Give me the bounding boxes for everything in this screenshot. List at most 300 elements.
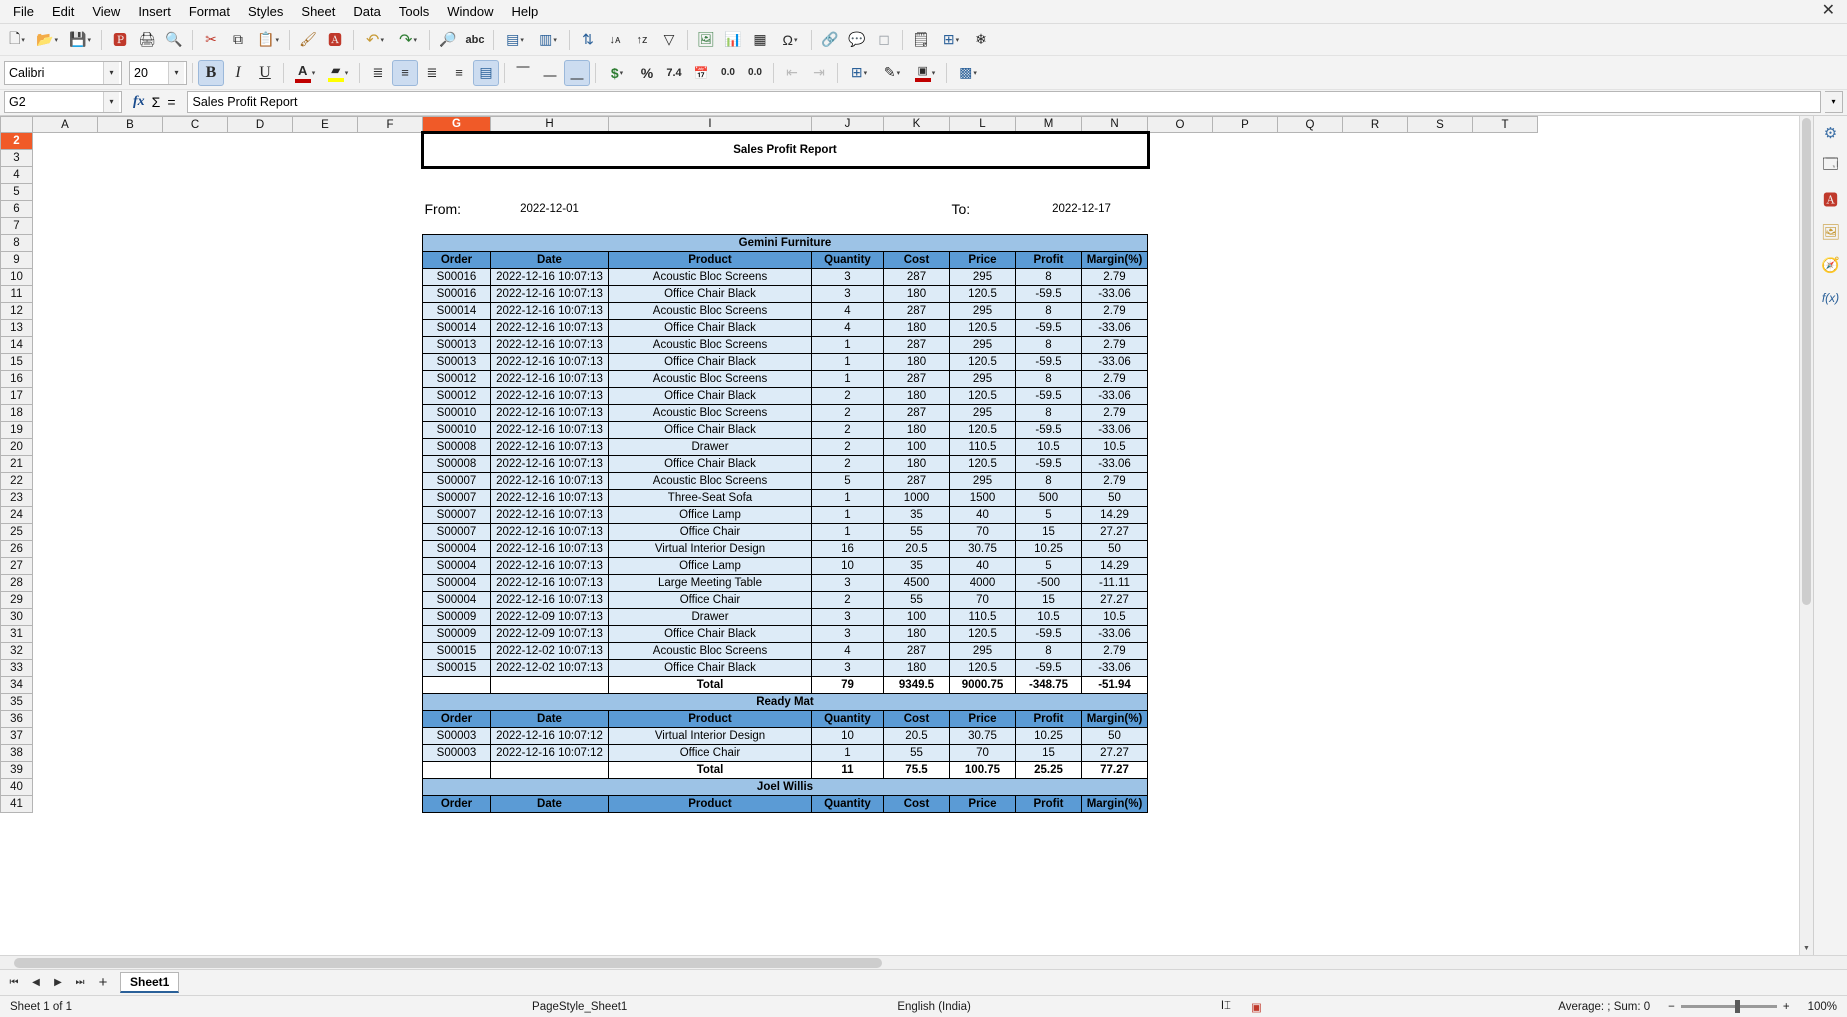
table-cell[interactable]: Three-Seat Sofa	[609, 490, 812, 507]
column-header-Q[interactable]: Q	[1278, 117, 1343, 133]
table-cell[interactable]: 55	[884, 592, 950, 609]
row-header-31[interactable]: 31	[1, 626, 33, 643]
table-cell[interactable]: 1	[812, 524, 884, 541]
column-header-M[interactable]: M	[1016, 117, 1082, 133]
column-title-quantity[interactable]: Quantity	[812, 252, 884, 269]
copy-icon[interactable]: ⧉	[233, 31, 243, 47]
table-cell[interactable]: S00009	[423, 626, 491, 643]
horizontal-scrollbar[interactable]	[0, 956, 1847, 970]
table-cell[interactable]: 2022-12-16 10:07:13	[491, 524, 609, 541]
to-value[interactable]: 2022-12-17	[1052, 203, 1111, 215]
increase-indent-button[interactable]: ⇥	[813, 64, 825, 80]
table-cell[interactable]: -33.06	[1082, 388, 1148, 405]
define-print-area-icon[interactable]: ⊞ ▾	[942, 31, 960, 47]
column-title-cost[interactable]: Cost	[884, 796, 950, 813]
table-cell[interactable]: Drawer	[609, 609, 812, 626]
column-title-margin[interactable]: Margin(%)	[1082, 252, 1148, 269]
table-cell[interactable]: 120.5	[950, 286, 1016, 303]
table-cell[interactable]: 180	[884, 660, 950, 677]
menu-insert[interactable]: Insert	[138, 3, 171, 19]
column-header-L[interactable]: L	[950, 117, 1016, 133]
column-header-J[interactable]: J	[812, 117, 884, 133]
row-header-11[interactable]: 11	[1, 286, 33, 303]
table-cell[interactable]: 120.5	[950, 320, 1016, 337]
table-cell[interactable]: 55	[884, 745, 950, 762]
table-cell[interactable]: -59.5	[1016, 660, 1082, 677]
table-cell[interactable]: 70	[950, 745, 1016, 762]
row-header-17[interactable]: 17	[1, 388, 33, 405]
report-title[interactable]: Sales Profit Report	[423, 133, 1148, 167]
table-cell[interactable]: 180	[884, 286, 950, 303]
row-header-5[interactable]: 5	[1, 184, 33, 201]
table-cell[interactable]: 287	[884, 269, 950, 286]
table-cell[interactable]: 2	[812, 405, 884, 422]
table-cell[interactable]: 1000	[884, 490, 950, 507]
add-decimal-place-button[interactable]: 0.0	[721, 67, 735, 78]
table-cell[interactable]: -33.06	[1082, 286, 1148, 303]
row-header-19[interactable]: 19	[1, 422, 33, 439]
table-cell[interactable]: 2022-12-16 10:07:13	[491, 354, 609, 371]
bold-button[interactable]: B	[198, 60, 224, 86]
table-cell[interactable]: S00003	[423, 745, 491, 762]
table-cell[interactable]: Office Chair	[609, 592, 812, 609]
last-sheet-icon[interactable]: ⏭	[75, 977, 85, 988]
total-value[interactable]: 100.75	[950, 762, 1016, 779]
column-title-order[interactable]: Order	[423, 252, 491, 269]
row-header-36[interactable]: 36	[1, 711, 33, 728]
table-cell[interactable]: 4	[812, 320, 884, 337]
table-cell[interactable]: S00013	[423, 354, 491, 371]
row-header-3[interactable]: 3	[1, 150, 33, 167]
table-cell[interactable]: 1	[812, 745, 884, 762]
table-cell[interactable]: 2022-12-02 10:07:13	[491, 643, 609, 660]
row-header-40[interactable]: 40	[1, 779, 33, 796]
table-cell[interactable]: 3	[812, 286, 884, 303]
underline-button[interactable]: U	[259, 63, 271, 81]
table-cell[interactable]: -59.5	[1016, 354, 1082, 371]
table-cell[interactable]: 120.5	[950, 354, 1016, 371]
table-cell[interactable]: 2.79	[1082, 405, 1148, 422]
column-title-cost[interactable]: Cost	[884, 711, 950, 728]
find-replace-icon[interactable]: 🔎	[439, 31, 457, 47]
table-cell[interactable]: 14.29	[1082, 558, 1148, 575]
column-header-B[interactable]: B	[98, 117, 163, 133]
row-header-24[interactable]: 24	[1, 507, 33, 524]
table-cell[interactable]: Drawer	[609, 439, 812, 456]
function-wizard-icon[interactable]: fx	[133, 93, 145, 109]
table-cell[interactable]: Office Lamp	[609, 558, 812, 575]
table-cell[interactable]: 10.25	[1016, 728, 1082, 745]
table-cell[interactable]: -59.5	[1016, 320, 1082, 337]
column-title-price[interactable]: Price	[950, 252, 1016, 269]
redo-icon[interactable]: ↷ ▾	[399, 31, 417, 49]
table-cell[interactable]: 120.5	[950, 456, 1016, 473]
table-cell[interactable]: S00015	[423, 660, 491, 677]
table-cell[interactable]: Office Chair	[609, 745, 812, 762]
border-style-button[interactable]: ✎ ▾	[883, 64, 901, 80]
total-value[interactable]: 75.5	[884, 762, 950, 779]
table-cell[interactable]: Office Chair Black	[609, 320, 812, 337]
table-cell[interactable]: 4	[812, 643, 884, 660]
column-title-product[interactable]: Product	[609, 252, 812, 269]
table-cell[interactable]: 2.79	[1082, 303, 1148, 320]
table-cell[interactable]: 27.27	[1082, 745, 1148, 762]
table-cell[interactable]: 15	[1016, 745, 1082, 762]
menu-sheet[interactable]: Sheet	[301, 3, 336, 19]
table-cell[interactable]: 295	[950, 371, 1016, 388]
table-cell[interactable]: 287	[884, 405, 950, 422]
table-cell[interactable]: 8	[1016, 371, 1082, 388]
table-cell[interactable]: S00007	[423, 490, 491, 507]
column-header-C[interactable]: C	[163, 117, 228, 133]
column-header-E[interactable]: E	[293, 117, 358, 133]
table-cell[interactable]: 10.5	[1082, 609, 1148, 626]
table-cell[interactable]: Virtual Interior Design	[609, 541, 812, 558]
row-header-8[interactable]: 8	[1, 235, 33, 252]
table-cell[interactable]: 55	[884, 524, 950, 541]
total-value[interactable]: -51.94	[1082, 677, 1148, 694]
column-header-T[interactable]: T	[1473, 117, 1538, 133]
italic-button[interactable]: I	[235, 63, 241, 81]
total-value[interactable]: 9349.5	[884, 677, 950, 694]
select-all-corner[interactable]	[1, 117, 33, 133]
table-cell[interactable]: S00016	[423, 269, 491, 286]
menu-tools[interactable]: Tools	[398, 3, 430, 19]
column-header-P[interactable]: P	[1213, 117, 1278, 133]
table-cell[interactable]: 287	[884, 337, 950, 354]
table-cell[interactable]: 2022-12-16 10:07:13	[491, 286, 609, 303]
sidebar-gallery-icon[interactable]: 🖼	[1820, 224, 1841, 241]
row-header-22[interactable]: 22	[1, 473, 33, 490]
table-cell[interactable]: 8	[1016, 303, 1082, 320]
table-cell[interactable]: -59.5	[1016, 388, 1082, 405]
border-color-button[interactable]: ▣ ▾	[909, 60, 941, 86]
table-cell[interactable]: 4	[812, 303, 884, 320]
table-cell[interactable]: 2	[812, 422, 884, 439]
table-cell[interactable]: 2	[812, 592, 884, 609]
format-as-percent-button[interactable]: %	[640, 64, 654, 81]
table-cell[interactable]: S00016	[423, 286, 491, 303]
table-cell[interactable]: 8	[1016, 405, 1082, 422]
format-as-date-button[interactable]: 📅	[693, 65, 709, 80]
table-cell[interactable]: 40	[950, 507, 1016, 524]
borders-button[interactable]: ⊞ ▾	[850, 64, 868, 80]
sort-ascending-icon[interactable]: ⇅	[582, 31, 594, 47]
clear-formatting-icon[interactable]: 🅰	[328, 31, 342, 48]
table-cell[interactable]: 10.5	[1082, 439, 1148, 456]
table-cell[interactable]: 287	[884, 643, 950, 660]
table-cell[interactable]: -59.5	[1016, 626, 1082, 643]
row-header-29[interactable]: 29	[1, 592, 33, 609]
spreadsheet-grid[interactable]	[0, 116, 1799, 955]
delete-decimal-place-button[interactable]: 0.0	[748, 67, 762, 78]
row-header-14[interactable]: 14	[1, 337, 33, 354]
total-value[interactable]: -348.75	[1016, 677, 1082, 694]
row-header-25[interactable]: 25	[1, 524, 33, 541]
table-cell[interactable]: 295	[950, 473, 1016, 490]
table-cell[interactable]: 2	[812, 456, 884, 473]
row-header-30[interactable]: 30	[1, 609, 33, 626]
row-header-41[interactable]: 41	[1, 796, 33, 813]
row-header-20[interactable]: 20	[1, 439, 33, 456]
column-title-margin[interactable]: Margin(%)	[1082, 711, 1148, 728]
table-cell[interactable]: 2022-12-16 10:07:13	[491, 558, 609, 575]
column-header-H[interactable]: H	[491, 117, 609, 133]
column-header-O[interactable]: O	[1148, 117, 1213, 133]
new-document-icon[interactable]: 🗋 ▾	[9, 29, 25, 46]
column-title-order[interactable]: Order	[423, 796, 491, 813]
table-cell[interactable]: 27.27	[1082, 524, 1148, 541]
name-box[interactable]	[4, 91, 122, 113]
table-cell[interactable]: 3	[812, 660, 884, 677]
table-cell[interactable]: 35	[884, 558, 950, 575]
total-value[interactable]: 9000.75	[950, 677, 1016, 694]
table-cell[interactable]: 2022-12-16 10:07:13	[491, 439, 609, 456]
table-cell[interactable]: 180	[884, 422, 950, 439]
align-justified-button[interactable]: ≡	[455, 65, 463, 80]
table-cell[interactable]: -500	[1016, 575, 1082, 592]
table-cell[interactable]: S00010	[423, 422, 491, 439]
table-cell[interactable]: 1	[812, 507, 884, 524]
column-title-product[interactable]: Product	[609, 796, 812, 813]
table-cell[interactable]: Office Chair Black	[609, 354, 812, 371]
table-cell[interactable]: 5	[1016, 558, 1082, 575]
column-title-profit[interactable]: Profit	[1016, 711, 1082, 728]
row-header-34[interactable]: 34	[1, 677, 33, 694]
row-header-6[interactable]: 6	[1, 201, 33, 218]
align-right-button[interactable]: ≣	[426, 64, 438, 80]
table-cell[interactable]: 50	[1082, 728, 1148, 745]
table-cell[interactable]: 15	[1016, 592, 1082, 609]
table-cell[interactable]: Virtual Interior Design	[609, 728, 812, 745]
table-cell[interactable]: 2.79	[1082, 337, 1148, 354]
section-name[interactable]: Ready Mat	[423, 694, 1148, 711]
table-cell[interactable]: 2.79	[1082, 269, 1148, 286]
font-color-button[interactable]: A ▾	[289, 60, 321, 86]
section-name[interactable]: Joel Willis	[423, 779, 1148, 796]
zoom-knob[interactable]	[1735, 1000, 1740, 1013]
table-cell[interactable]: 3	[812, 626, 884, 643]
table-cell[interactable]: 295	[950, 643, 1016, 660]
insert-chart-icon[interactable]: 📊	[724, 31, 742, 47]
table-cell[interactable]: 27.27	[1082, 592, 1148, 609]
table-cell[interactable]: S00004	[423, 541, 491, 558]
table-cell[interactable]: 110.5	[950, 609, 1016, 626]
row-header-27[interactable]: 27	[1, 558, 33, 575]
row-header-38[interactable]: 38	[1, 745, 33, 762]
table-cell[interactable]: 180	[884, 626, 950, 643]
clone-formatting-icon[interactable]: 🖌	[299, 31, 317, 47]
column-title-cost[interactable]: Cost	[884, 252, 950, 269]
column-header-I[interactable]: I	[609, 117, 812, 133]
table-cell[interactable]: 2022-12-16 10:07:13	[491, 575, 609, 592]
table-cell[interactable]: 500	[1016, 490, 1082, 507]
center-vertically-button[interactable]: ⎼	[543, 64, 557, 80]
decrease-indent-button[interactable]: ⇤	[786, 64, 798, 80]
table-cell[interactable]: 8	[1016, 473, 1082, 490]
conditional-formatting-button[interactable]: ▩ ▾	[959, 64, 977, 80]
align-center-button[interactable]: ≡	[392, 60, 418, 86]
table-cell[interactable]: Acoustic Bloc Screens	[609, 371, 812, 388]
table-cell[interactable]: 8	[1016, 269, 1082, 286]
row-header-39[interactable]: 39	[1, 762, 33, 779]
previous-sheet-icon[interactable]: ◀	[32, 977, 40, 988]
table-cell[interactable]: -59.5	[1016, 422, 1082, 439]
row-header-9[interactable]: 9	[1, 252, 33, 269]
table-cell[interactable]: -11.11	[1082, 575, 1148, 592]
table-cell[interactable]: 5	[812, 473, 884, 490]
table-cell[interactable]: S00012	[423, 388, 491, 405]
insert-image-icon[interactable]: 🖼	[697, 31, 715, 47]
add-sheet-icon[interactable]: +	[98, 974, 108, 991]
sum-icon[interactable]: Σ	[151, 93, 161, 110]
column-title-profit[interactable]: Profit	[1016, 252, 1082, 269]
row-header-33[interactable]: 33	[1, 660, 33, 677]
row-header-7[interactable]: 7	[1, 218, 33, 235]
table-cell[interactable]: 8	[1016, 643, 1082, 660]
table-cell[interactable]: 2022-12-16 10:07:12	[491, 745, 609, 762]
from-label[interactable]: From:	[424, 201, 462, 217]
export-pdf-icon[interactable]: 🅿	[113, 31, 127, 48]
table-cell[interactable]: -33.06	[1082, 320, 1148, 337]
table-cell[interactable]: 2022-12-16 10:07:13	[491, 269, 609, 286]
table-cell[interactable]: Office Chair Black	[609, 388, 812, 405]
column-header-K[interactable]: K	[884, 117, 950, 133]
table-cell[interactable]: 180	[884, 456, 950, 473]
total-value[interactable]: 11	[812, 762, 884, 779]
column-icon[interactable]: ▥ ▾	[539, 31, 557, 47]
expand-formula-bar-icon[interactable]: ▾	[1825, 91, 1843, 113]
row-header-32[interactable]: 32	[1, 643, 33, 660]
table-cell[interactable]: 180	[884, 320, 950, 337]
table-cell[interactable]: -33.06	[1082, 456, 1148, 473]
column-title-order[interactable]: Order	[423, 711, 491, 728]
column-header-F[interactable]: F	[358, 117, 423, 133]
table-cell[interactable]: 2022-12-16 10:07:13	[491, 473, 609, 490]
sidebar-settings-icon[interactable]: ⚙	[1823, 125, 1838, 142]
special-character-icon[interactable]: Ω ▾	[782, 31, 798, 48]
table-cell[interactable]: 3	[812, 575, 884, 592]
cut-icon[interactable]: ✂	[205, 31, 217, 47]
total-value[interactable]: 79	[812, 677, 884, 694]
print-icon[interactable]: 🖨	[138, 31, 156, 47]
column-title-quantity[interactable]: Quantity	[812, 711, 884, 728]
table-cell[interactable]: 2022-12-16 10:07:12	[491, 728, 609, 745]
table-cell[interactable]: S00010	[423, 405, 491, 422]
table-cell[interactable]: 1	[812, 354, 884, 371]
zoom-slider[interactable]	[1660, 1001, 1797, 1013]
open-document-icon[interactable]: 📂 ▾	[36, 31, 58, 47]
insert-comment-icon[interactable]: 💬	[848, 31, 866, 47]
table-cell[interactable]: 35	[884, 507, 950, 524]
table-cell[interactable]: Office Chair Black	[609, 456, 812, 473]
row-header-18[interactable]: 18	[1, 405, 33, 422]
table-cell[interactable]: Acoustic Bloc Screens	[609, 303, 812, 320]
table-cell[interactable]: -59.5	[1016, 456, 1082, 473]
table-cell[interactable]: S00009	[423, 609, 491, 626]
align-top-button[interactable]: ⎺	[516, 64, 530, 80]
row-icon[interactable]: ▤ ▾	[506, 31, 524, 47]
table-cell[interactable]: S00007	[423, 524, 491, 541]
table-cell[interactable]: Office Chair Black	[609, 660, 812, 677]
pivot-table-icon[interactable]: ▦	[753, 31, 767, 47]
table-cell[interactable]: Office Chair Black	[609, 422, 812, 439]
menu-edit[interactable]: Edit	[51, 3, 75, 19]
table-cell[interactable]: S00015	[423, 643, 491, 660]
column-title-date[interactable]: Date	[491, 252, 609, 269]
table-cell[interactable]: S00008	[423, 456, 491, 473]
table-cell[interactable]: 287	[884, 371, 950, 388]
table-cell[interactable]: 2022-12-09 10:07:13	[491, 609, 609, 626]
insert-mode-status[interactable]: I⌶	[1220, 1000, 1231, 1012]
table-cell[interactable]: Acoustic Bloc Screens	[609, 405, 812, 422]
autofilter-icon[interactable]: ▽	[663, 31, 675, 47]
table-cell[interactable]: 4000	[950, 575, 1016, 592]
menu-window[interactable]: Window	[447, 3, 494, 19]
table-cell[interactable]: -33.06	[1082, 354, 1148, 371]
column-header-S[interactable]: S	[1408, 117, 1473, 133]
table-cell[interactable]: Acoustic Bloc Screens	[609, 643, 812, 660]
horizontal-scroll-thumb[interactable]	[14, 958, 882, 968]
name-box-chevron-down-icon[interactable]: ▾	[103, 92, 119, 112]
table-cell[interactable]: 295	[950, 405, 1016, 422]
table-cell[interactable]: 14.29	[1082, 507, 1148, 524]
formula-icon[interactable]: =	[167, 93, 176, 110]
column-header-G[interactable]: G	[423, 117, 491, 133]
table-cell[interactable]: 2022-12-16 10:07:13	[491, 541, 609, 558]
table-cell[interactable]: 40	[950, 558, 1016, 575]
table-cell[interactable]: S00014	[423, 303, 491, 320]
table-cell[interactable]: 1	[812, 490, 884, 507]
table-cell[interactable]: 120.5	[950, 660, 1016, 677]
sidebar-styles-icon[interactable]: 🅰	[1822, 191, 1838, 209]
table-cell[interactable]: 50	[1082, 541, 1148, 558]
table-cell[interactable]: 100	[884, 609, 950, 626]
table-cell[interactable]: 2	[812, 388, 884, 405]
table-cell[interactable]: 2022-12-09 10:07:13	[491, 626, 609, 643]
table-cell[interactable]: -33.06	[1082, 626, 1148, 643]
merge-cells-button[interactable]: ▤	[473, 60, 499, 86]
table-cell[interactable]: S00013	[423, 337, 491, 354]
table-cell[interactable]: 10.5	[1016, 439, 1082, 456]
table-cell[interactable]: 2022-12-16 10:07:13	[491, 507, 609, 524]
table-cell[interactable]: 295	[950, 303, 1016, 320]
save-document-icon[interactable]: 💾 ▾	[69, 31, 91, 47]
sidebar-properties-icon[interactable]: 🗔	[1822, 155, 1839, 173]
vertical-scroll-thumb[interactable]	[1802, 118, 1811, 605]
column-title-product[interactable]: Product	[609, 711, 812, 728]
table-cell[interactable]: Office Chair	[609, 524, 812, 541]
formula-input-line[interactable]: Sales Profit Report	[187, 91, 1821, 113]
freeze-rows-columns-icon[interactable]: ❄	[975, 31, 987, 47]
row-header-35[interactable]: 35	[1, 694, 33, 711]
table-cell[interactable]: S00007	[423, 473, 491, 490]
table-cell[interactable]: 2022-12-16 10:07:13	[491, 337, 609, 354]
sheet-tab-sheet1[interactable]: Sheet1	[120, 972, 179, 993]
table-cell[interactable]: 20.5	[884, 541, 950, 558]
table-cell[interactable]: 2022-12-16 10:07:13	[491, 422, 609, 439]
table-cell[interactable]: 2022-12-02 10:07:13	[491, 660, 609, 677]
show-draw-functions-icon[interactable]: ◻	[878, 31, 890, 47]
total-value[interactable]: 25.25	[1016, 762, 1082, 779]
column-header-A[interactable]: A	[33, 117, 98, 133]
table-cell[interactable]: Large Meeting Table	[609, 575, 812, 592]
table-cell[interactable]: 4500	[884, 575, 950, 592]
table-cell[interactable]: 2	[812, 439, 884, 456]
from-value[interactable]: 2022-12-01	[520, 203, 579, 215]
table-cell[interactable]: 30.75	[950, 541, 1016, 558]
menu-help[interactable]: Help	[511, 3, 539, 19]
